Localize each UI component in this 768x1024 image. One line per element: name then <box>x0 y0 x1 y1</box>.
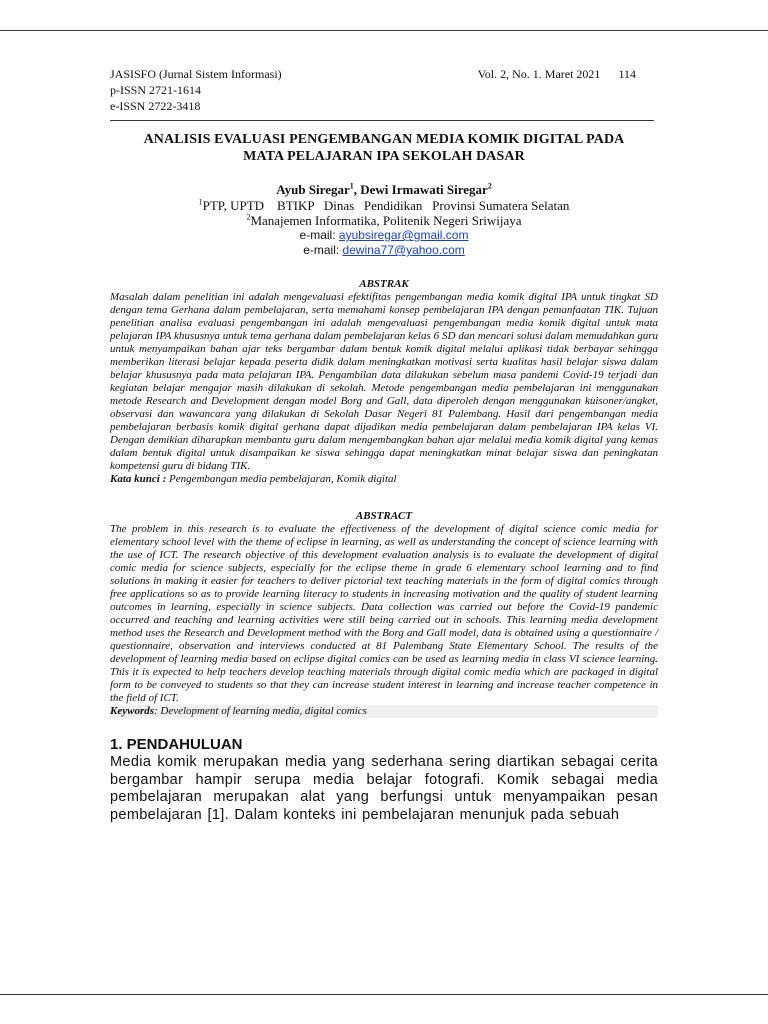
keywords-text: : Development of learning media, digital comics <box>154 705 367 717</box>
paper-title <box>110 131 658 165</box>
author-1: Ayub Siregar <box>276 182 350 197</box>
affiliation-2-marker: 2 <box>246 212 251 222</box>
email-label-2: e-mail: <box>303 243 343 257</box>
affiliation-1 <box>110 198 658 213</box>
author-list <box>110 182 658 198</box>
kata-kunci-label: Kata kunci : <box>110 473 169 485</box>
header-rule <box>110 120 654 121</box>
top-page-rule <box>0 30 768 31</box>
keywords-label: Keywords <box>110 705 154 717</box>
affiliation-1-marker: 1 <box>198 197 203 207</box>
e-issn: e-ISSN 2722-3418 <box>110 99 201 113</box>
title-line-2: MATA PELAJARAN IPA SEKOLAH DASAR <box>243 149 525 164</box>
kata-kunci <box>110 473 658 486</box>
section-heading: 1. PENDAHULUAN <box>110 736 243 753</box>
abstrak-heading: ABSTRAK <box>359 278 409 290</box>
bottom-page-rule <box>0 994 768 995</box>
kata-kunci-text: Pengembangan media pembelajaran, Komik digital <box>168 473 397 485</box>
p-issn: p-ISSN 2721-1614 <box>110 83 202 97</box>
journal-name: JASISFO (Jurnal Sistem Informasi) <box>110 67 282 81</box>
affiliation-1-text: PTP, UPTD BTIKP Dinas Pendidikan Provinsi Sumatera Selatan <box>202 198 570 213</box>
volume-info <box>478 66 636 82</box>
journal-header-row <box>110 66 658 82</box>
abstrak-body: Masalah dalam penelitian ini adalah mengevaluasi efektifitas pengembangan media komik digital IPA untuk tingkat SD dengan tema Gerhana dalam pembelajaran, serta memahami konsep pembelajaran IPA dengan pemanfaatan TIK. Tujuan penelitian analisa evaluasi pengembangan ini adalah mengevaluasi pengembangan media komik digital untuk mata pelajaran IPA khususnya untuk tema gerhana dalam pembelajaran kelas 6 SD dan mencari solusi dalam memudahkan guru untuk menyampaikan bahan ajar teks bergambar dalam bentuk komik digital melalui aplikasi tidak berbayar sehingga memberikan literasi belajar kepada peserta didik dalam meningkatkan motivasi serta kualitas hasil belajar siswa dalam belajar khususnya pada mata pelajaran IPA. Pengambilan data dilakukan sebelum masa pandemi Covid-19 terjadi dan kegiatan belajar mengajar masih dilakukan di sekolah. Metode pengembangan media pembelajaran ini menggunakan metode Research and Development dengan model Borg and Gall, data diperoleh dengan menggunakan kuisoner/angket, observasi dan wawancara yang dilakukan di Sekolah Dasar Negeri 81 Palembang. Hasil dari pengembangan media pembelajaran berbasis komik digital gerhana dapat dijadikan media pembelajaran dalam pembelajaran IPA kelas VI. Dengan demikian diharapkan membantu guru dalam mengembangkan bahan ajar melalui media komik digital yang kemas dalam bentuk digital untuk disampaikan ke siswa sehingga dapat meningkatkan minat belajar siswa dan peningkatan kompetensi guru di bidang TIK. <box>110 291 658 472</box>
abstract-heading: ABSTRACT <box>355 510 413 522</box>
author-separator: , <box>353 182 361 197</box>
paper-page <box>110 66 658 824</box>
page-number: 114 <box>618 67 636 81</box>
affiliation-2-text: Manajemen Informatika, Politenik Negeri Sriwijaya <box>250 213 522 228</box>
affiliation-2 <box>110 213 658 228</box>
section-body: Media komik merupakan media yang sederhana sering diartikan sebagai cerita bergambar hampir serupa media belajar fotografi. Komik sebagai media pembelajaran merupakan alat yang berfungsi untuk menyampaikan pesan pembelajaran [1]. Dalam konteks ini pembelajaran menunjuk pada sebuah <box>110 754 658 823</box>
author-2: Dewi Irmawati Siregar <box>360 182 488 197</box>
email-link-1[interactable]: ayubsiregar@gmail.com <box>338 228 469 242</box>
email-line-2 <box>110 243 658 258</box>
volume-issue: Vol. 2, No. 1. Maret 2021 <box>477 67 601 81</box>
email-label-1: e-mail: <box>299 228 339 242</box>
author-1-marker: 1 <box>349 181 354 191</box>
email-link-2[interactable]: dewina77@yahoo.com <box>342 243 465 257</box>
email-line-1 <box>110 228 658 243</box>
abstract-body: The problem in this research is to evaluate the effectiveness of the development of digital science comic media for elementary school level with the theme of eclipse in learning, as well as understanding the concept of science learning with the use of ICT. The research objective of this development evaluation analysis is to evaluate the development of digital comic media for science subjects, especially for the eclipse theme in grade 6 elementary school learning and to find solutions in making it easier for teachers to deliver pictorial text teaching materials in the form of digital comics through free applications so as to provide learning literacy to students in increasing motivation and the quality of student learning outcomes in learning, especially in science subjects. Data collection was carried out before the Covid-19 pandemic occurred and teaching and learning activities were still being carried out in schools. This learning media development method uses the Research and Development method with the Borg and Gall model, data is obtained using a questionnaire / questionnaire, observation and interviews conducted at 81 Palembang State Elementary School. The results of the development of learning media based on eclipse digital comics can be used as learning media in class VI science learning. This it is expected to help teachers develop teaching materials through digital comic media which are packaged in digital form to be conveyed to students so that they can increase student interest in learning and increase teacher competence in the field of ICT. <box>110 523 658 704</box>
keywords <box>110 705 658 718</box>
title-line-1: ANALISIS EVALUASI PENGEMBANGAN MEDIA KOMIK DIGITAL PADA <box>143 132 625 147</box>
author-2-marker: 2 <box>487 181 492 191</box>
